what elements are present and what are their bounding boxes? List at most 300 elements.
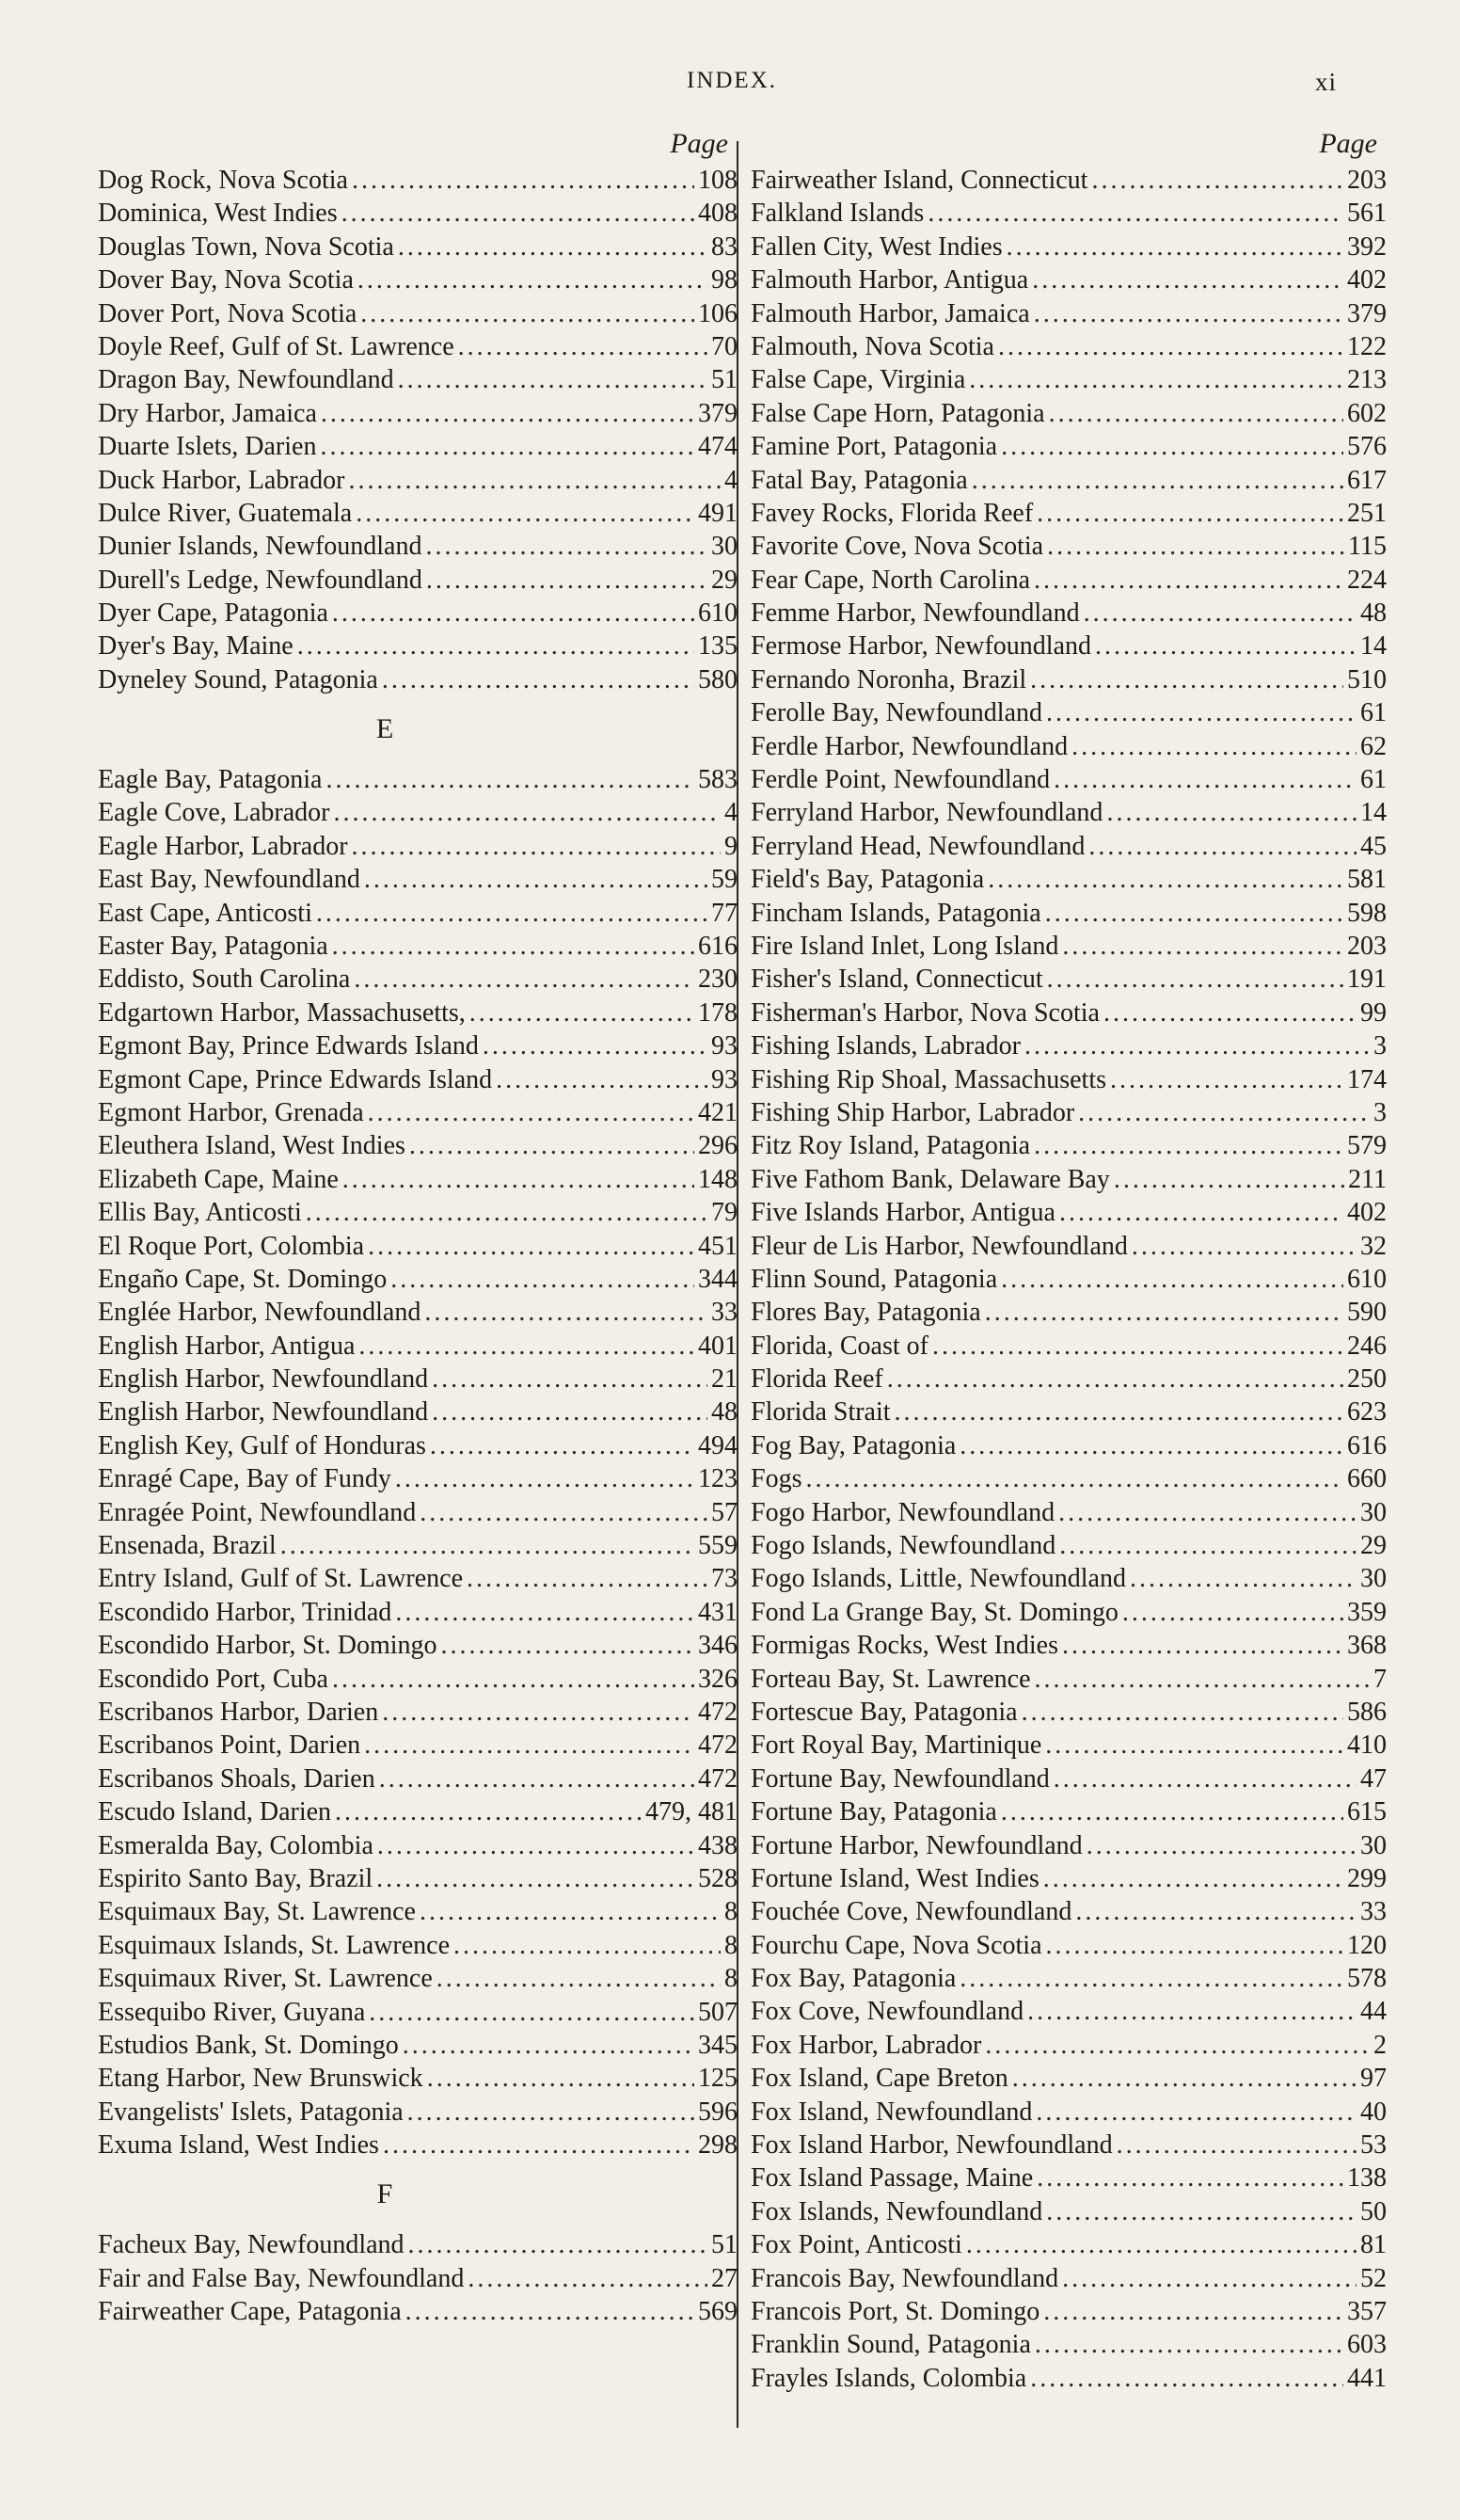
dot-leader xyxy=(1110,1063,1343,1096)
dot-leader xyxy=(432,1363,707,1396)
index-entry xyxy=(751,2262,1387,2295)
entry-page-number: 590 xyxy=(1347,1298,1387,1328)
entry-place-name: Fair and False Bay, Newfoundland xyxy=(98,2263,465,2293)
dot-leader xyxy=(382,663,694,696)
index-entry xyxy=(98,363,738,396)
entry-place-name: Enragée Point, Newfoundland xyxy=(98,1497,417,1527)
entry-place-name: Fincham Islands, Patagonia xyxy=(751,898,1041,928)
entry-page-number: 93 xyxy=(711,1064,738,1094)
dot-leader xyxy=(1034,564,1343,597)
entry-page-number: 586 xyxy=(1347,1697,1387,1727)
entry-page-number: 298 xyxy=(698,2130,738,2161)
entry-page-number: 578 xyxy=(1347,1964,1387,1994)
dot-leader xyxy=(805,1462,1343,1495)
entry-page-number: 507 xyxy=(698,1997,738,2027)
entry-place-name: Fortune Bay, Newfoundland xyxy=(751,1763,1050,1794)
index-entry xyxy=(751,164,1387,197)
index-entry xyxy=(751,1196,1387,1229)
entry-place-name: Eagle Harbor, Labrador xyxy=(98,831,348,861)
entry-page-number: 47 xyxy=(1360,1763,1387,1794)
entry-page-number: 610 xyxy=(698,598,738,629)
entry-place-name: Fisherman's Harbor, Nova Scotia xyxy=(751,997,1100,1028)
index-entry xyxy=(751,1330,1387,1363)
index-entry xyxy=(98,1562,738,1595)
entry-place-name: Eleuthera Island, West Indies xyxy=(98,1131,405,1161)
index-entry xyxy=(98,1330,738,1363)
index-entry xyxy=(751,1562,1387,1595)
entry-place-name: Esquimaux River, St. Lawrence xyxy=(98,1964,433,1994)
index-entry xyxy=(98,1063,738,1096)
dot-leader xyxy=(469,997,694,1029)
dot-leader xyxy=(1122,1596,1343,1629)
entry-page-number: 174 xyxy=(1347,1064,1387,1094)
entry-page-number: 379 xyxy=(1347,298,1387,328)
entry-place-name: Douglas Town, Nova Scotia xyxy=(98,231,394,262)
entry-page-number: 98 xyxy=(711,265,738,295)
dot-leader xyxy=(364,1729,694,1762)
index-entry xyxy=(751,1663,1387,1696)
entry-page-number: 61 xyxy=(1360,698,1387,728)
entry-page-number: 479, 481 xyxy=(645,1797,738,1827)
dot-leader xyxy=(1001,1795,1343,1828)
entry-page-number: 99 xyxy=(1360,997,1387,1028)
entry-page-number: 410 xyxy=(1347,1731,1387,1761)
entry-place-name: Femme Harbor, Newfoundland xyxy=(751,598,1080,629)
entries-f xyxy=(98,2228,738,2328)
entry-place-name: Franklin Sound, Patagonia xyxy=(751,2330,1031,2360)
index-entry xyxy=(751,363,1387,396)
dot-leader xyxy=(468,2262,707,2295)
entry-place-name: Fairweather Island, Connecticut xyxy=(751,166,1088,195)
index-entry xyxy=(751,997,1387,1029)
dot-leader xyxy=(398,231,707,263)
entry-place-name: English Key, Gulf of Honduras xyxy=(98,1430,426,1460)
dot-leader xyxy=(427,2062,694,2095)
entry-place-name: Fortescue Bay, Patagonia xyxy=(751,1697,1018,1727)
index-entry xyxy=(751,1962,1387,1995)
dot-leader xyxy=(332,597,694,630)
entry-place-name: Duarte Islets, Darien xyxy=(98,432,317,462)
entry-place-name: Flores Bay, Patagonia xyxy=(751,1298,981,1328)
index-entry xyxy=(98,630,738,662)
entry-page-number: 472 xyxy=(698,1731,738,1761)
entry-page-number: 610 xyxy=(1347,1264,1387,1294)
entry-place-name: Fairweather Cape, Patagonia xyxy=(98,2297,402,2327)
index-entry xyxy=(751,1596,1387,1629)
entry-page-number: 33 xyxy=(711,1298,738,1328)
dot-leader xyxy=(1062,1629,1343,1662)
index-entry xyxy=(98,2262,738,2295)
entry-page-number: 581 xyxy=(1347,865,1387,895)
entry-place-name: Fox Island, Cape Breton xyxy=(751,2064,1008,2094)
entry-page-number: 3 xyxy=(1373,1097,1387,1127)
dot-leader xyxy=(1045,897,1343,930)
index-entry xyxy=(751,1063,1387,1096)
dot-leader xyxy=(1106,796,1357,829)
entry-page-number: 3 xyxy=(1373,1031,1387,1061)
entry-page-number: 48 xyxy=(711,1397,738,1427)
index-entry xyxy=(751,2362,1387,2395)
entry-page-number: 191 xyxy=(1347,965,1387,995)
entry-place-name: Egmont Bay, Prince Edwards Island xyxy=(98,1031,479,1061)
index-entry xyxy=(98,1895,738,1928)
entry-place-name: Enragé Cape, Bay of Fundy xyxy=(98,1464,391,1494)
index-entry xyxy=(751,1829,1387,1862)
index-entry xyxy=(98,1696,738,1729)
index-entry xyxy=(98,930,738,963)
index-entry xyxy=(751,1696,1387,1729)
dot-leader xyxy=(1001,430,1343,463)
dot-leader xyxy=(407,2096,694,2129)
dot-leader xyxy=(280,1529,694,1562)
entry-place-name: Dog Rock, Nova Scotia xyxy=(98,166,348,195)
index-entry xyxy=(751,763,1387,796)
index-entry xyxy=(751,1429,1387,1462)
entry-place-name: Ferryland Head, Newfoundland xyxy=(751,831,1086,861)
entry-place-name: Dover Bay, Nova Scotia xyxy=(98,265,354,295)
index-entry xyxy=(98,963,738,996)
entry-place-name: Florida, Coast of xyxy=(751,1331,928,1361)
entry-page-number: 491 xyxy=(698,498,738,528)
dot-leader xyxy=(316,897,707,930)
index-entry xyxy=(98,1663,738,1696)
dot-leader xyxy=(364,863,707,896)
dot-leader xyxy=(357,263,707,296)
entry-place-name: Fishing Ship Harbor, Labrador xyxy=(751,1097,1075,1127)
dot-leader xyxy=(1043,2295,1343,2328)
entry-place-name: East Cape, Anticosti xyxy=(98,898,312,928)
dot-leader xyxy=(1043,1862,1343,1895)
entry-place-name: Escribanos Harbor, Darien xyxy=(98,1697,379,1727)
index-entry xyxy=(98,2228,738,2261)
entry-page-number: 296 xyxy=(698,1131,738,1161)
entry-page-number: 30 xyxy=(711,532,738,562)
index-entry xyxy=(98,2062,738,2095)
index-entry xyxy=(98,796,738,829)
dot-leader xyxy=(972,464,1343,497)
entry-place-name: Fallen City, West Indies xyxy=(751,231,1003,262)
dot-leader xyxy=(1114,1163,1344,1196)
dot-leader xyxy=(1071,730,1357,763)
entry-page-number: 569 xyxy=(698,2297,738,2327)
dot-leader xyxy=(1030,663,1343,696)
dot-leader xyxy=(395,1462,694,1495)
index-entry xyxy=(751,963,1387,996)
entry-place-name: Falmouth, Nova Scotia xyxy=(751,331,994,361)
entry-place-name: Fortune Island, West Indies xyxy=(751,1863,1039,1893)
index-entry xyxy=(98,1762,738,1795)
dot-leader xyxy=(1001,1263,1343,1296)
entry-place-name: Fogo Islands, Newfoundland xyxy=(751,1531,1056,1561)
entry-page-number: 580 xyxy=(698,664,738,694)
dot-leader xyxy=(1045,1729,1343,1762)
index-entry xyxy=(98,430,738,463)
page-header xyxy=(0,68,1460,105)
entry-place-name: Favorite Cove, Nova Scotia xyxy=(751,532,1044,562)
entry-page-number: 81 xyxy=(1360,2230,1387,2260)
entry-place-name: Elizabeth Cape, Maine xyxy=(98,1164,339,1194)
index-entry xyxy=(98,997,738,1029)
index-entry xyxy=(751,330,1387,363)
entry-page-number: 438 xyxy=(698,1830,738,1860)
index-entry xyxy=(751,863,1387,896)
dot-leader xyxy=(409,1129,694,1162)
index-entry xyxy=(98,1230,738,1263)
index-entry xyxy=(751,1296,1387,1329)
entry-place-name: Escondido Harbor, St. Domingo xyxy=(98,1631,437,1661)
dot-leader xyxy=(496,1063,707,1096)
entry-page-number: 32 xyxy=(1360,1231,1387,1261)
dot-leader xyxy=(1012,2062,1357,2095)
dot-leader xyxy=(1035,1663,1370,1696)
dot-leader xyxy=(321,397,694,430)
index-entry xyxy=(751,1995,1387,2028)
entry-page-number: 62 xyxy=(1360,731,1387,761)
entry-page-number: 598 xyxy=(1347,898,1387,928)
entry-page-number: 79 xyxy=(711,1198,738,1228)
entry-page-number: 59 xyxy=(711,865,738,895)
index-entry xyxy=(751,530,1387,563)
dot-leader xyxy=(1075,1895,1357,1928)
index-entry xyxy=(98,197,738,230)
index-entry xyxy=(751,2328,1387,2361)
entry-page-number: 623 xyxy=(1347,1397,1387,1427)
entry-page-number: 561 xyxy=(1347,199,1387,229)
entry-page-number: 602 xyxy=(1347,398,1387,428)
entry-page-number: 203 xyxy=(1347,166,1387,195)
index-entry xyxy=(98,1363,738,1396)
entry-place-name: Fort Royal Bay, Martinique xyxy=(751,1731,1042,1761)
dot-leader xyxy=(1062,930,1343,963)
entry-page-number: 576 xyxy=(1347,432,1387,462)
dot-leader xyxy=(369,1996,694,2029)
index-entry xyxy=(751,1895,1387,1928)
entry-page-number: 27 xyxy=(711,2263,738,2293)
index-entry xyxy=(98,2029,738,2062)
entry-place-name: Fond La Grange Bay, St. Domingo xyxy=(751,1597,1119,1627)
dot-leader xyxy=(1037,2161,1343,2194)
entry-place-name: Field's Bay, Patagonia xyxy=(751,865,985,895)
entry-page-number: 299 xyxy=(1347,1863,1387,1893)
entries-f-continued xyxy=(751,164,1387,2395)
index-entry xyxy=(98,263,738,296)
index-entry xyxy=(98,464,738,497)
entry-place-name: Falkland Islands xyxy=(751,199,925,229)
page-column-heading: Page xyxy=(1319,128,1377,159)
entry-place-name: Florida Strait xyxy=(751,1397,891,1427)
entry-page-number: 579 xyxy=(1347,1131,1387,1161)
entry-place-name: Fogo Harbor, Newfoundland xyxy=(751,1497,1055,1527)
entry-page-number: 379 xyxy=(698,398,738,428)
index-entry xyxy=(98,1129,738,1162)
dot-leader xyxy=(383,2129,694,2161)
entry-page-number: 344 xyxy=(698,1264,738,1294)
entries-e xyxy=(98,763,738,2161)
entry-place-name: Fox Point, Anticosti xyxy=(751,2230,962,2260)
dot-leader xyxy=(1022,1696,1343,1729)
entry-page-number: 346 xyxy=(698,1631,738,1661)
dot-leader xyxy=(1095,630,1357,662)
index-entry xyxy=(751,1629,1387,1662)
entry-place-name: Fishing Islands, Labrador xyxy=(751,1031,1021,1061)
entry-page-number: 603 xyxy=(1347,2330,1387,2360)
entry-page-number: 213 xyxy=(1347,365,1387,395)
index-entry xyxy=(751,897,1387,930)
dot-leader xyxy=(333,796,721,829)
dot-leader xyxy=(895,1396,1343,1428)
dot-leader xyxy=(1030,2362,1343,2395)
entry-place-name: East Bay, Newfoundland xyxy=(98,865,360,895)
entry-page-number: 472 xyxy=(698,1763,738,1794)
entry-place-name: Falmouth Harbor, Jamaica xyxy=(751,298,1030,328)
index-entry xyxy=(98,1629,738,1662)
index-entry xyxy=(751,1163,1387,1196)
index-entry xyxy=(98,397,738,430)
entry-place-name: Fermose Harbor, Newfoundland xyxy=(751,631,1092,662)
entry-page-number: 583 xyxy=(698,765,738,795)
entry-page-number: 2 xyxy=(1373,2030,1387,2060)
index-entry xyxy=(98,1829,738,1862)
entry-place-name: Eagle Bay, Patagonia xyxy=(98,765,323,795)
entry-page-number: 617 xyxy=(1347,465,1387,495)
dot-leader xyxy=(420,1895,721,1928)
entry-place-name: Escribanos Shoals, Darien xyxy=(98,1763,375,1794)
index-entry xyxy=(98,497,738,530)
dot-leader xyxy=(1088,830,1357,863)
index-entry xyxy=(98,1296,738,1329)
dot-leader xyxy=(988,863,1343,896)
index-entry xyxy=(751,497,1387,530)
entry-place-name: Engaño Cape, St. Domingo xyxy=(98,1264,388,1294)
entry-page-number: 4 xyxy=(724,798,738,828)
index-entry xyxy=(751,397,1387,430)
entry-page-number: 472 xyxy=(698,1697,738,1727)
page-number: xi xyxy=(1315,68,1338,96)
dot-leader xyxy=(341,197,694,230)
entry-page-number: 8 xyxy=(724,1930,738,1960)
entry-place-name: Escribanos Point, Darien xyxy=(98,1731,361,1761)
entry-page-number: 615 xyxy=(1347,1797,1387,1827)
index-entry xyxy=(98,1462,738,1495)
entry-page-number: 33 xyxy=(1360,1897,1387,1927)
index-entry xyxy=(751,1129,1387,1162)
dot-leader xyxy=(358,1330,694,1363)
entry-place-name: Fortune Harbor, Newfoundland xyxy=(751,1830,1083,1860)
dot-leader xyxy=(395,1596,694,1629)
entry-place-name: Estudios Bank, St. Domingo xyxy=(98,2030,399,2060)
dot-leader xyxy=(325,763,694,796)
dot-leader xyxy=(382,1696,694,1729)
dot-leader xyxy=(1027,1995,1357,2028)
dot-leader xyxy=(1078,1096,1370,1129)
index-entry xyxy=(98,330,738,363)
entry-page-number: 30 xyxy=(1360,1564,1387,1594)
index-entry xyxy=(751,2129,1387,2161)
index-entry xyxy=(751,430,1387,463)
section-letter-e: E xyxy=(375,713,394,745)
entry-page-number: 345 xyxy=(698,2030,738,2060)
index-entry xyxy=(751,1396,1387,1428)
entry-place-name: Exuma Island, West Indies xyxy=(98,2130,379,2161)
entry-page-number: 83 xyxy=(711,231,738,262)
dot-leader xyxy=(1059,1529,1357,1562)
entry-place-name: Fitz Roy Island, Patagonia xyxy=(751,1131,1031,1161)
dot-leader xyxy=(420,1496,707,1529)
entry-page-number: 246 xyxy=(1347,1331,1387,1361)
index-entry xyxy=(751,1096,1387,1129)
entry-page-number: 230 xyxy=(698,965,738,995)
entry-page-number: 51 xyxy=(711,365,738,395)
dot-leader xyxy=(928,197,1343,230)
entry-page-number: 148 xyxy=(698,1164,738,1194)
entry-place-name: Dover Port, Nova Scotia xyxy=(98,298,357,328)
entry-page-number: 431 xyxy=(698,1597,738,1627)
entry-place-name: Fleur de Lis Harbor, Newfoundland xyxy=(751,1231,1128,1261)
entry-page-number: 7 xyxy=(1373,1664,1387,1694)
entry-page-number: 29 xyxy=(1360,1531,1387,1561)
entry-place-name: Fire Island Inlet, Long Island xyxy=(751,931,1059,961)
index-entry xyxy=(98,663,738,696)
entry-place-name: False Cape Horn, Patagonia xyxy=(751,398,1045,428)
index-entry xyxy=(751,1263,1387,1296)
index-entry xyxy=(751,1230,1387,1263)
dot-leader xyxy=(408,2228,707,2261)
entry-place-name: Dragon Bay, Newfoundland xyxy=(98,365,394,395)
dot-leader xyxy=(1117,2129,1357,2161)
dot-leader xyxy=(1036,2096,1357,2129)
entry-place-name: English Harbor, Newfoundland xyxy=(98,1364,429,1395)
index-entry xyxy=(98,1429,738,1462)
entry-page-number: 108 xyxy=(698,166,738,195)
entry-place-name: Dunier Islands, Newfoundland xyxy=(98,532,422,562)
index-entry xyxy=(751,830,1387,863)
dot-leader xyxy=(1032,263,1343,296)
index-entry xyxy=(98,763,738,796)
index-entry xyxy=(751,464,1387,497)
dot-leader xyxy=(1049,397,1343,430)
index-entry xyxy=(751,231,1387,263)
entry-place-name: Formigas Rocks, West Indies xyxy=(751,1631,1058,1661)
dot-leader xyxy=(1054,1762,1357,1795)
index-entry xyxy=(98,1729,738,1762)
dot-leader xyxy=(960,1962,1343,1995)
entry-place-name: Esmeralda Bay, Colombia xyxy=(98,1830,373,1860)
index-entry xyxy=(98,1496,738,1529)
dot-leader xyxy=(425,530,707,563)
entry-place-name: Doyle Reef, Gulf of St. Lawrence xyxy=(98,331,454,361)
index-entry xyxy=(98,830,738,863)
index-entry xyxy=(98,1096,738,1129)
entry-page-number: 401 xyxy=(698,1331,738,1361)
dot-leader xyxy=(405,2295,694,2328)
dot-leader xyxy=(377,1829,694,1862)
dot-leader xyxy=(483,1029,707,1062)
entry-place-name: Dyneley Sound, Patagonia xyxy=(98,664,378,694)
entry-place-name: Fox Island, Newfoundland xyxy=(751,2097,1033,2127)
entry-place-name: Francois Port, St. Domingo xyxy=(751,2297,1040,2326)
entry-page-number: 48 xyxy=(1360,598,1387,629)
dot-leader xyxy=(1035,2328,1343,2361)
entry-page-number: 77 xyxy=(711,898,738,928)
entry-place-name: Easter Bay, Patagonia xyxy=(98,932,328,961)
dot-leader xyxy=(985,2029,1370,2062)
entry-page-number: 616 xyxy=(1347,1430,1387,1460)
entry-place-name: Esquimaux Bay, St. Lawrence xyxy=(98,1897,416,1927)
dot-leader xyxy=(430,1429,694,1462)
index-entry xyxy=(751,297,1387,330)
entry-place-name: Fogs xyxy=(751,1464,802,1494)
dot-leader xyxy=(376,1862,694,1895)
